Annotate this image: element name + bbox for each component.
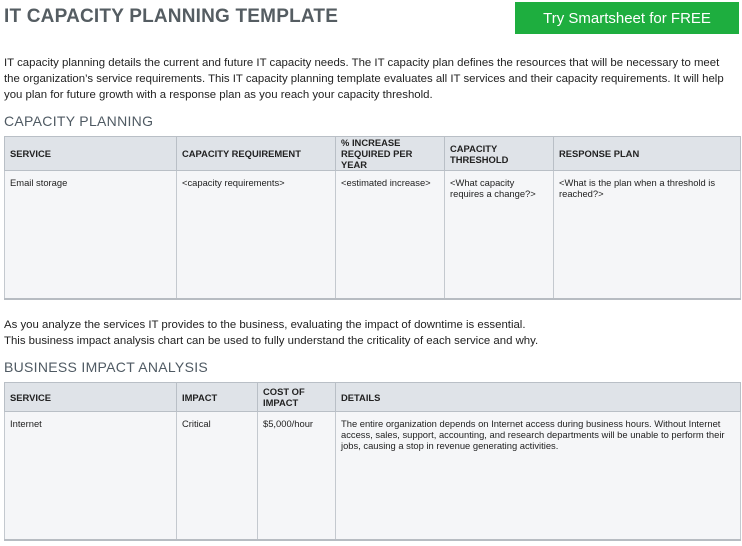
column-header-impact: IMPACT bbox=[177, 383, 258, 412]
cell-increase[interactable]: <estimated increase> bbox=[336, 171, 445, 299]
capacity-planning-heading: CAPACITY PLANNING bbox=[4, 113, 154, 129]
cell-service[interactable]: Internet bbox=[5, 412, 177, 540]
column-header-threshold: CAPACITY THRESHOLD bbox=[445, 137, 554, 171]
column-header-increase: % INCREASE REQUIRED PER YEAR bbox=[336, 137, 445, 171]
cell-requirement[interactable]: <capacity requirements> bbox=[177, 171, 336, 299]
cell-threshold[interactable]: <What capacity requires a change?> bbox=[445, 171, 554, 299]
cell-details[interactable]: The entire organization depends on Internet access during business hours. Without Internet access, sales, support, accounting, and research departments will be unable to perform their jobs, causing a stop in revenue generating activities. bbox=[336, 412, 741, 540]
business-impact-heading: BUSINESS IMPACT ANALYSIS bbox=[4, 359, 209, 375]
impact-intro-text bbox=[4, 317, 734, 349]
impact-intro-line-1: As you analyze the services IT provides to the business, evaluating the impact of downtime is essential. bbox=[4, 319, 526, 331]
cell-response-plan[interactable]: <What is the plan when a threshold is reached?> bbox=[554, 171, 741, 299]
column-header-service: SERVICE bbox=[5, 383, 177, 412]
cell-cost[interactable]: $5,000/hour bbox=[258, 412, 336, 540]
intro-paragraph: IT capacity planning details the current and future IT capacity needs. The IT capacity plan defines the resources that will be necessary to meet the organization’s service requirements. This IT capacity planning template evaluates all IT services and their capacity requirements. It will help you plan for future growth with a response plan as you reach your capacity threshold. bbox=[4, 57, 724, 101]
column-header-service: SERVICE bbox=[5, 137, 177, 171]
table-header-row bbox=[5, 137, 741, 171]
column-header-cost: COST OF IMPACT bbox=[258, 383, 336, 412]
cell-impact[interactable]: Critical bbox=[177, 412, 258, 540]
business-impact-table bbox=[4, 382, 741, 541]
cell-service[interactable]: Email storage bbox=[5, 171, 177, 299]
column-header-details: DETAILS bbox=[336, 383, 741, 412]
table-row bbox=[5, 171, 741, 299]
table-header-row bbox=[5, 383, 741, 412]
table-row bbox=[5, 412, 741, 540]
page-title: IT CAPACITY PLANNING TEMPLATE bbox=[4, 6, 339, 27]
impact-intro-line-2: This business impact analysis chart can be used to fully understand the criticality of each service and why. bbox=[4, 335, 539, 347]
capacity-planning-table bbox=[4, 136, 741, 300]
column-header-response-plan: RESPONSE PLAN bbox=[554, 137, 741, 171]
column-header-capacity-requirement: CAPACITY REQUIREMENT bbox=[177, 137, 336, 171]
try-smartsheet-button[interactable]: Try Smartsheet for FREE bbox=[515, 2, 739, 34]
